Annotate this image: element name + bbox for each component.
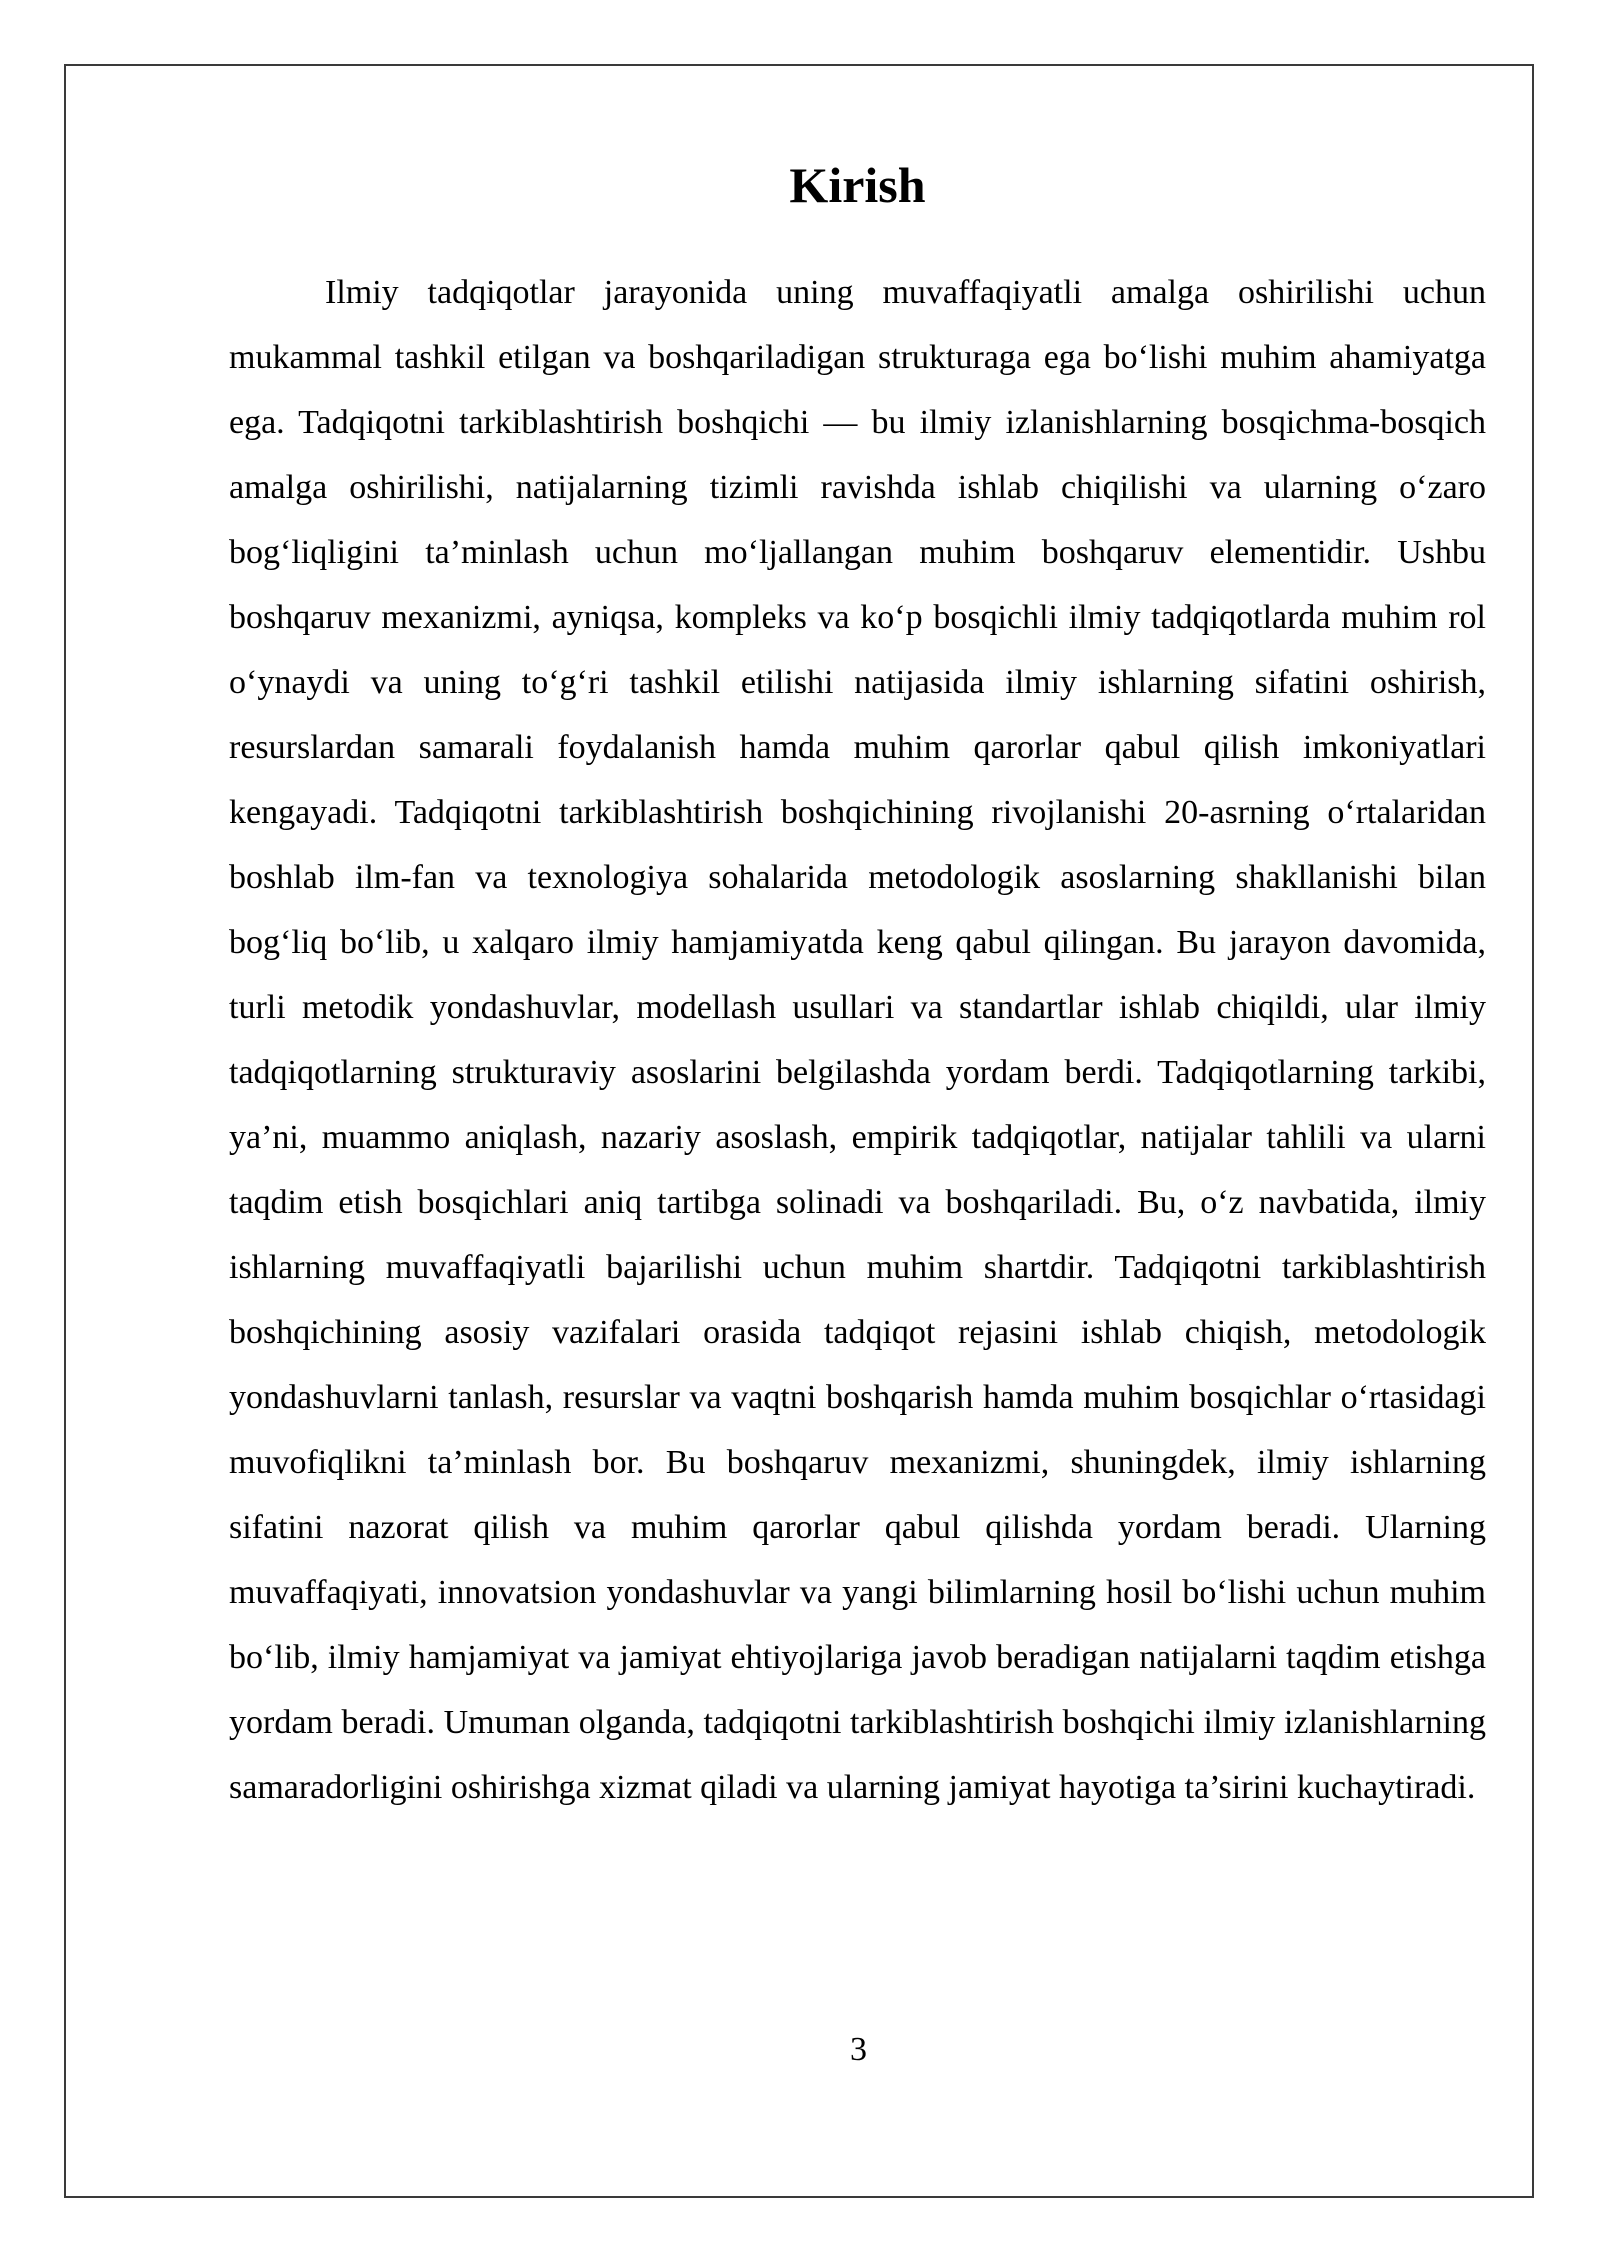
page-title: Kirish [789, 157, 926, 213]
body-paragraph: Ilmiy tadqiqotlar jarayonida uning muvaffaqiyatli amalga oshirilishi uchun mukammal tashkil etilgan va boshqariladigan strukturaga ega bo‘lishi muhim ahamiyatga ega. Tadqiqotni tarkiblashtirish boshqichi — bu ilmiy izlanishlarning bosqichma-bosqich amalga oshirilishi, natijalarning tizimli ravishda ishlab chiqilishi va ularning o‘zaro bog‘liqligini ta’minlash uchun mo‘ljallangan muhim boshqaruv elementidir. Ushbu boshqaruv mexanizmi, ayniqsa, kompleks va ko‘p bosqichli ilmiy tadqiqotlarda muhim rol o‘ynaydi va uning to‘g‘ri tashkil etilishi natijasida ilmiy ishlarning sifatini oshirish, resurslardan samarali foydalanish hamda muhim qarorlar qabul qilish imkoniyatlari kengayadi. Tadqiqotni tarkiblashtirish boshqichining rivojlanishi 20-asrning o‘rtalaridan boshlab ilm-fan va texnologiya sohalarida metodologik asoslarning shakllanishi bilan bog‘liq bo‘lib, u xalqaro ilmiy hamjamiyatda keng qabul qilingan. Bu jarayon davomida, turli metodik yondashuvlar, modellash usullari va standartlar ishlab chiqildi, ular ilmiy tadqiqotlarning strukturaviy asoslarini belgilashda yordam berdi. Tadqiqotlarning tarkibi, ya’ni, muammo aniqlash, nazariy asoslash, empirik tadqiqotlar, natijalar tahlili va ularni taqdim etish bosqichlari aniq tartibga solinadi va boshqariladi. Bu, o‘z navbatida, ilmiy ishlarning muvaffaqiyatli bajarilishi uchun muhim shartdir. Tadqiqotni tarkiblashtirish boshqichining asosiy vazifalari orasida tadqiqot rejasini ishlab chiqish, metodologik yondashuvlarni tanlash, resurslar va vaqtni boshqarish hamda muhim bosqichlar o‘rtasidagi muvofiqlikni ta’minlash bor. Bu boshqaruv mexanizmi, shuningdek, ilmiy ishlarning sifatini nazorat qilish va muhim qarorlar qabul qilishda yordam beradi. Ularning muvaffaqiyati, innovatsion yondashuvlar va yangi bilimlarning hosil bo‘lishi uchun muhim bo‘lib, ilmiy hamjamiyat va jamiyat ehtiyojlariga javob beradigan natijalarni taqdim etishga yordam beradi. Umuman olganda, tadqiqotni tarkiblashtirish boshqichi ilmiy izlanishlarning samaradorligini oshirishga xizmat qiladi va ularning jamiyat hayotiga ta’sirini kuchaytiradi. [229, 274, 1486, 1806]
page-content [229, 150, 1486, 1820]
page-number: 3 [850, 2031, 867, 2068]
